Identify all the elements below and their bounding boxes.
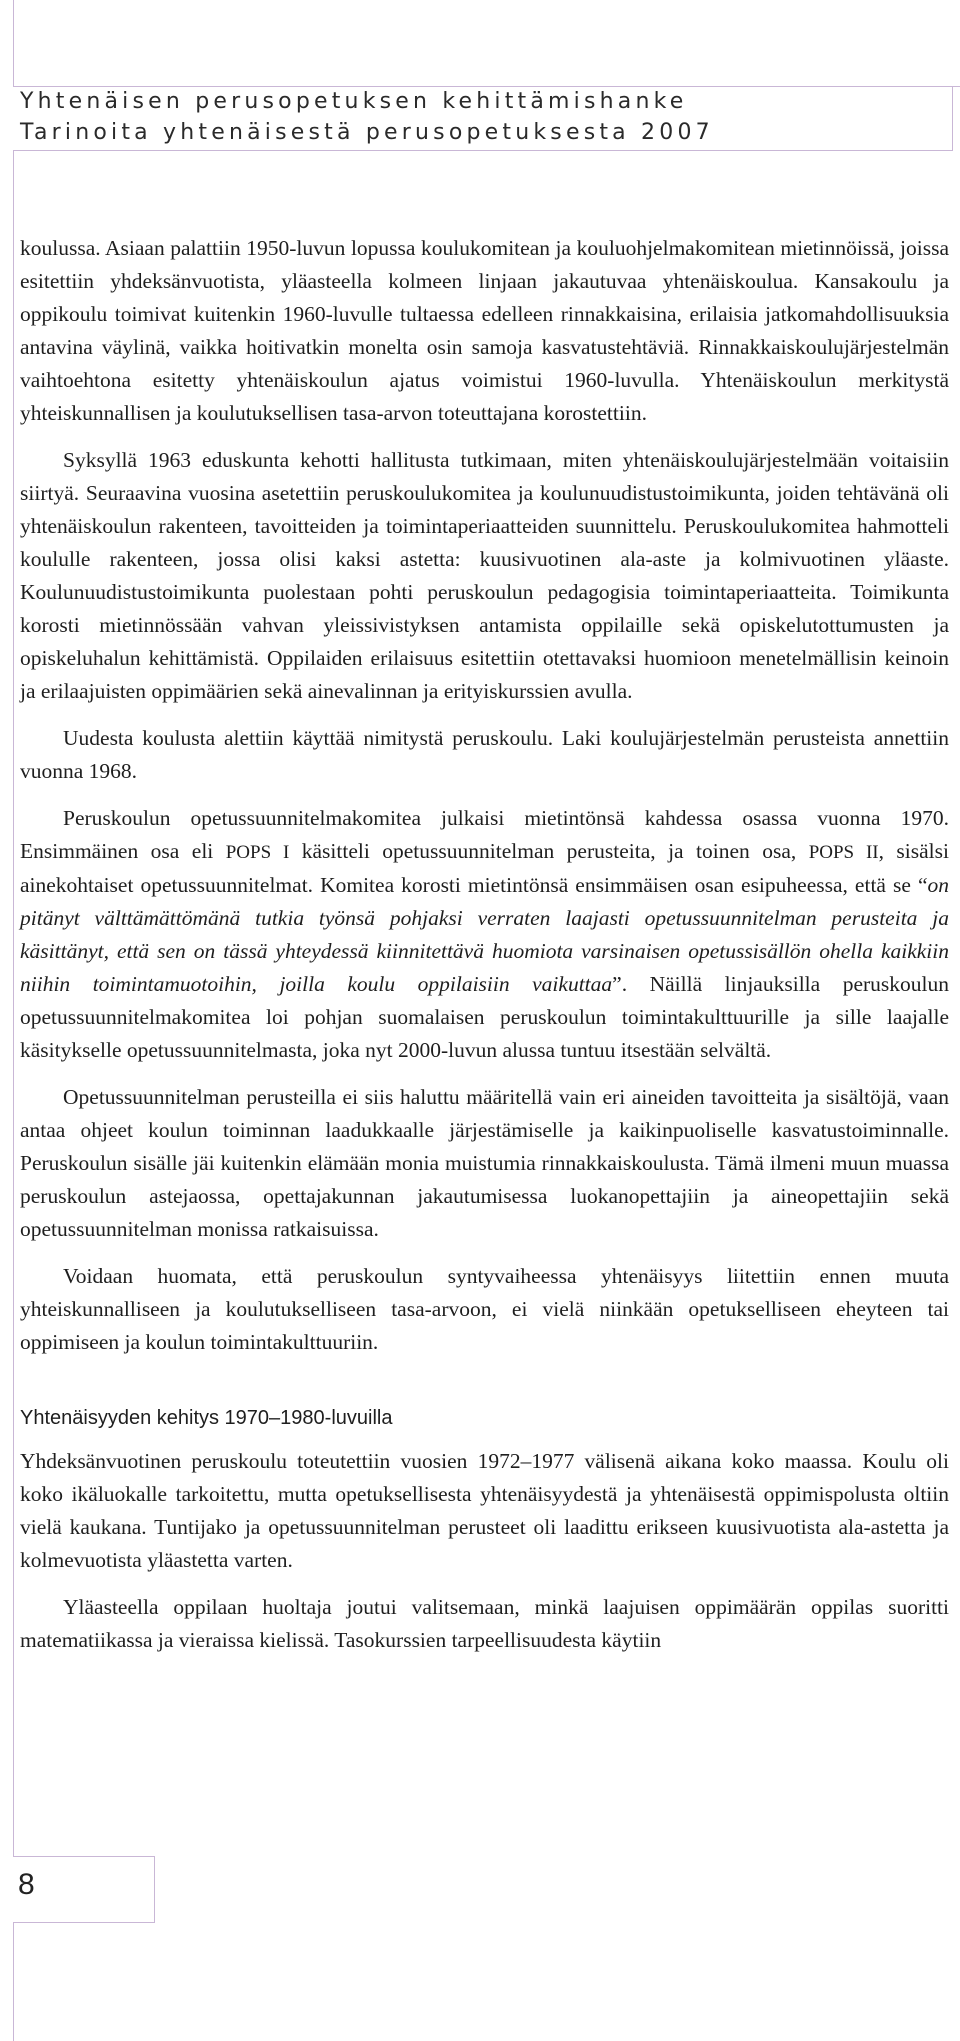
committee-quote: on pitänyt välttämättömänä tutkia työnsä pohjaksi verraten laajasti opetussuunnitelman perusteita ja käsittänyt, että sen on tässä yhteydessä kiinnitettävä huomiota varsinaisen opetussisällön ohella kaikkiin niihin toimintamuotoihin, joilla koulu oppilaisiin vaikuttaa <box>20 873 949 996</box>
header-line-2: Tarinoita yhtenäisestä perusopetuksesta 2007 <box>20 120 714 145</box>
frame-rule-left-vertical <box>13 150 14 1856</box>
frame-rule-page-box-bottom <box>13 1922 155 1923</box>
paragraph-4-part-a: Peruskoulun opetussuunnitelmakomitea julkaisi mietintönsä kahdessa osassa vuonna 1970. Ensimmäinen osa eli <box>20 806 949 863</box>
paragraph-2: Syksyllä 1963 eduskunta kehotti hallitusta tutkimaan, miten yhtenäiskoulujärjestelmään voitaisiin siirtyä. Seuraavina vuosina asetettiin peruskoulukomitea ja koulunuudistustoimikunta, joiden tehtävänä oli yhtenäiskoulun rakenteen, tavoitteiden ja toimintaperiaatteiden suunnittelu. Peruskoulukomitea hahmotteli koululle rakenteen, jossa olisi kaksi astetta: kuusivuotinen ala-aste ja kolmivuotinen yläaste. Koulunuudistustoimikunta puolestaan pohti peruskoulun pedagogisia toimintaperiaatteita. Toimikunta korosti mietinnössään vahvan yleissivistyksen antamista oppilaille sekä opiskelutottumusten ja opiskeluhalun kehittämistä. Oppilaiden erilaisuus esitettiin otettavaksi huomioon menetelmällisin keinoin ja erilaajuisten oppimäärien sekä ainevalinnan ja erityiskurssien avulla. <box>20 448 949 703</box>
paragraph-5: Opetussuunnitelman perusteilla ei siis haluttu määritellä vain eri aineiden tavoitteita ja sisältöjä, vaan antaa ohjeet koulun toiminnan laadukkaalle järjestämiselle ja kaikinpuoliselle kasvatustoiminnalle. Peruskoulun sisälle jäi kuitenkin elämään monia muistumia rinnakkaiskoulusta. Tämä ilmeni muun muassa peruskoulun astejaossa, opettajakunnan jakautumisessa luokanopettajiin ja aineopettajiin sekä opetussuunnitelman monissa ratkaisuissa. <box>20 1085 949 1241</box>
paragraph-4-part-c: , sisälsi ainekohtaiset opetussuunnitelmat. Komitea korosti mietintönsä ensimmäisen osan esipuheessa, että se “ <box>20 839 949 897</box>
header-line-1: Yhtenäisen perusopetuksen kehittämishanke <box>20 89 688 114</box>
frame-rule-header-right <box>952 86 953 150</box>
body-text <box>20 232 949 1671</box>
section-heading: Yhtenäisyyden kehitys 1970–1980-luvuilla <box>20 1407 393 1429</box>
frame-rule-page-box-right <box>154 1856 155 1922</box>
paragraph-7: Yhdeksänvuotinen peruskoulu toteutettiin vuosien 1972–1977 välisenä aikana koko maassa. Koulu oli koko ikäluokalle tarkoitettu, mutta opetuksellisesta yhtenäisyydestä ja yhtenäisestä oppimispolusta oltiin vielä kaukana. Tuntijako ja opetussuunnitelman perusteet oli laadittu erikseen kuusivuotista ala-astetta ja kolmevuotista yläastetta varten. <box>20 1449 949 1572</box>
frame-rule-bottom-vertical <box>13 1922 14 2041</box>
paragraph-3: Uudesta koulusta alettiin käyttää nimitystä peruskoulu. Laki koulujärjestelmän perusteista annettiin vuonna 1968. <box>20 726 949 783</box>
paragraph-4 <box>20 802 949 1067</box>
pops-1-abbr: POPS I <box>225 842 290 863</box>
paragraph-8: Yläasteella oppilaan huoltaja joutui valitsemaan, minkä laajuisen oppimäärän oppilas suoritti matematiikassa ja vieraissa kielissä. Tasokurssien tarpeellisuudesta käytiin <box>20 1595 949 1652</box>
pops-2-abbr: POPS II <box>808 842 879 863</box>
paragraph-4-part-d: ”. Näillä linjauksilla peruskoulun opetussuunnitelmakomitea loi pohjan suomalaisen peruskoulun toimintakulttuurille ja sille laajalle käsitykselle opetussuunnitelmasta, joka nyt 2000-luvun alussa tuntuu itsestään selvältä. <box>20 972 949 1062</box>
paragraph-6: Voidaan huomata, että peruskoulun syntyvaiheessa yhtenäisyys liitettiin ennen muuta yhteiskunnalliseen ja koulutukselliseen tasa-arvoon, ei vielä niinkään opetukselliseen eheyteen tai oppimiseen ja koulun toimintakulttuuriin. <box>20 1264 949 1354</box>
frame-rule-page-box-top <box>13 1856 155 1857</box>
running-header <box>20 86 940 148</box>
paragraph-4-part-b: käsitteli opetussuunnitelman perusteita, ja toinen osa, <box>289 839 809 863</box>
paragraph-1: koulussa. Asiaan palattiin 1950-luvun lopussa koulukomitean ja kouluohjelmakomitean mietinnöissä, joissa esitettiin yhdeksänvuotista, yläasteella kolmeen linjaan jakautuvaa yhtenäiskoulua. Kansakoulu ja oppikoulu toimivat kuitenkin 1960-luvulle tultaessa edelleen rinnakkaisina, erilaisia jatkomahdollisuuksia antavina väylinä, vaikka hoitivatkin monelta osin samoja kasvatustehtäviä. Rinnakkaiskoulujärjestelmän vaihtoehtona esitetty yhtenäiskoulun ajatus voimistui 1960-luvulla. Yhtenäiskoulun merkitystä yhteiskunnallisen ja koulutuksellisen tasa-arvon toteuttajana korostettiin. <box>20 236 949 425</box>
frame-rule-top-vertical <box>13 0 14 86</box>
frame-rule-header-bottom <box>13 150 953 151</box>
page-number: 8 <box>18 1868 35 1901</box>
